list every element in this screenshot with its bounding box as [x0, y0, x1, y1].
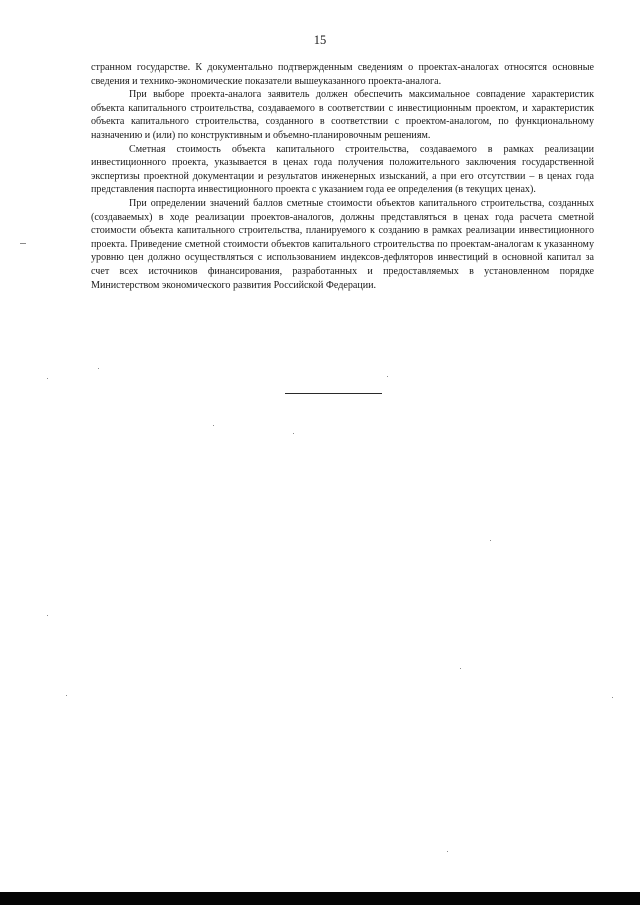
section-separator-line: [285, 393, 382, 394]
scan-speck: [98, 368, 99, 369]
scan-speck: [293, 433, 294, 434]
scan-speck: [612, 697, 613, 698]
scan-speck: [460, 668, 461, 669]
paragraph-4: При определении значений баллов сметные стоимости объектов капитального строительства, созданных (создаваемых) в ходе реализации проектов-аналогов, должны представляться в ценах года расчета сметной стоимости объекта капитального строительства, планируемого к созданию в рамках реализации инвестиционного проекта. Приведение сметной стоимости объектов капитального строительства по проектам-аналогам к указанному уровню цен должно осуществляться с использованием индексов-дефляторов инвестиций в основной капитал за счет всех источников финансирования, разработанных и предоставляемых в установленном порядке Министерством экономического развития Российской Федерации.: [91, 197, 594, 291]
scan-speck: [447, 851, 448, 852]
scan-bottom-border: [0, 892, 640, 905]
paragraph-1: странном государстве. К документально подтвержденным сведениям о проектах-аналогах относятся основные сведения и технико-экономические показатели вышеуказанного проекта-аналога.: [91, 62, 594, 87]
scan-speck: [213, 425, 214, 426]
page-number: 15: [313, 33, 327, 47]
scan-speck: [20, 243, 26, 244]
scan-speck: [490, 540, 491, 541]
document-body: [91, 61, 594, 292]
scan-speck: [66, 695, 67, 696]
scan-speck: [387, 376, 388, 377]
paragraph-3: Сметная стоимость объекта капитального строительства, создаваемого в рамках реализации инвестиционного проекта, указывается в ценах года получения положительного заключения государственной экспертизы проектной документации и результатов инженерных изысканий, а при его отсутствии – в ценах года представления паспорта инвестиционного проекта с указанием года ее определения (в текущих ценах).: [91, 143, 594, 196]
paragraph-2: При выборе проекта-аналога заявитель должен обеспечить максимальное совпадение характеристик объекта капитального строительства, создаваемого в соответствии с инвестиционным проектом, и характеристик объекта капитального строительства, созданного в соответствии с проектом-аналогом, по функциональному назначению и (или) по конструктивным и объемно-планировочным решениям.: [91, 89, 594, 141]
scan-speck: [47, 378, 48, 379]
scan-speck: [47, 615, 48, 616]
